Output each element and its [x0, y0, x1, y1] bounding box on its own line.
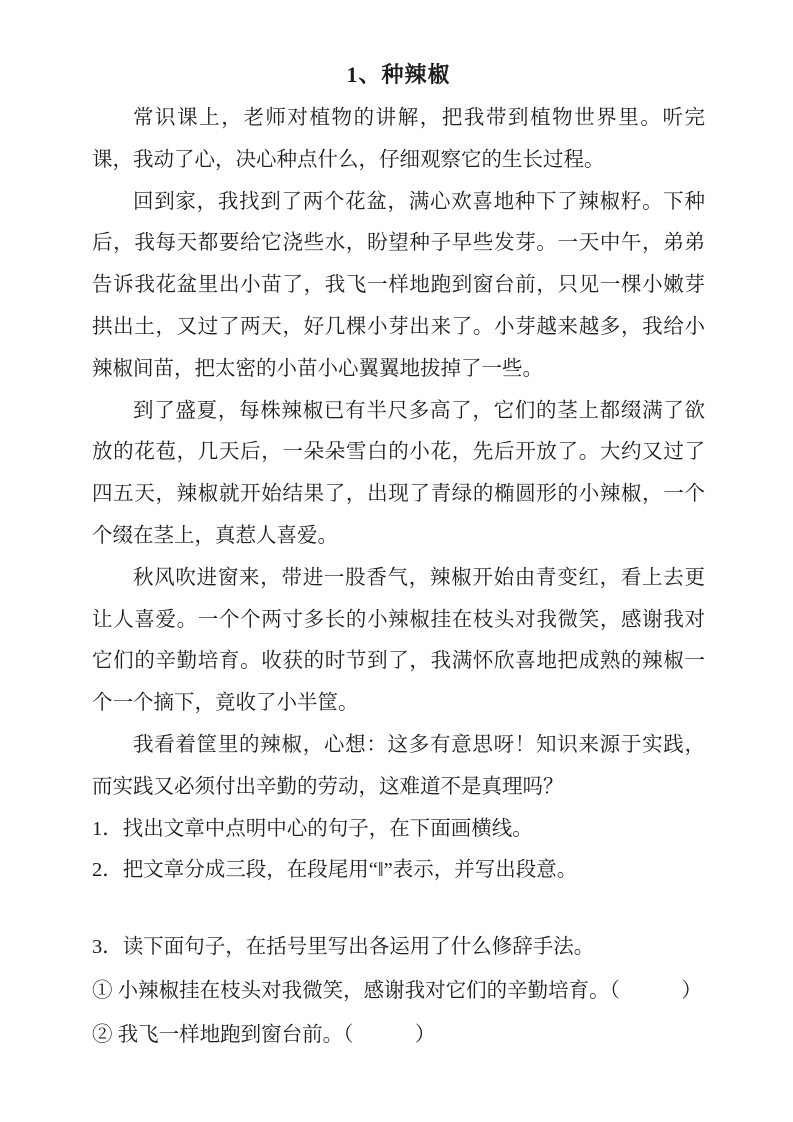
body-paragraph-1: 常识课上，老师对植物的讲解，把我带到植物世界里。听完课，我动了心，决心种点什么，仔细观察它的生长过程。	[92, 107, 705, 171]
body-paragraph-4: 秋风吹进窗来，带进一股香气，辣椒开始由青变红，看上去更让人喜爱。一个个两寸多长的小辣椒挂在枝头对我微笑，感谢我对它们的辛勤培育。收获的时节到了，我满怀欣喜地把成熟的辣椒一个一个摘下，竟收了小半筐。	[92, 566, 705, 715]
question-2: 2．把文章分成三段，在段尾用“‖”表示，并写出段意。	[92, 859, 578, 882]
question-1: 1．找出文章中点明中心的句子，在下面画横线。	[92, 817, 533, 840]
sub-question-1: ① 小辣椒挂在枝头对我微笑，感谢我对它们的辛勤培育。（ ）	[92, 979, 702, 1002]
body-paragraph-5: 我看着筐里的辣椒，心想：这多有意思呀！知识来源于实践，而实践又必须付出辛勤的劳动，这难道不是真理吗？	[92, 733, 705, 798]
body-paragraph-2: 回到家，我找到了两个花盆，满心欢喜地种下了辣椒籽。下种后，我每天都要给它浇些水，盼望种子早些发芽。一天中午，弟弟告诉我花盆里出小苗了，我飞一样地跑到窗台前，只见一棵小嫩芽拱出土，又过了两天，好几棵小芽出来了。小芽越来越多，我给小辣椒间苗，把太密的小苗小心翼翼地拔掉了一些。	[92, 190, 705, 380]
sub-question-2: ② 我飞一样地跑到窗台前。（ ）	[92, 1023, 436, 1046]
page-title: 1、种辣椒	[346, 62, 451, 87]
body-paragraph-3: 到了盛夏，每株辣椒已有半尺多高了，它们的茎上都缀满了欲放的花苞，几天后，一朵朵雪白的小花，先后开放了。大约又过了四五天，辣椒就开始结果了，出现了青绿的椭圆形的小辣椒，一个个缀在茎上，真惹人喜爱。	[92, 399, 705, 547]
question-3: 3．读下面句子，在括号里写出各运用了什么修辞手法。	[92, 936, 595, 959]
